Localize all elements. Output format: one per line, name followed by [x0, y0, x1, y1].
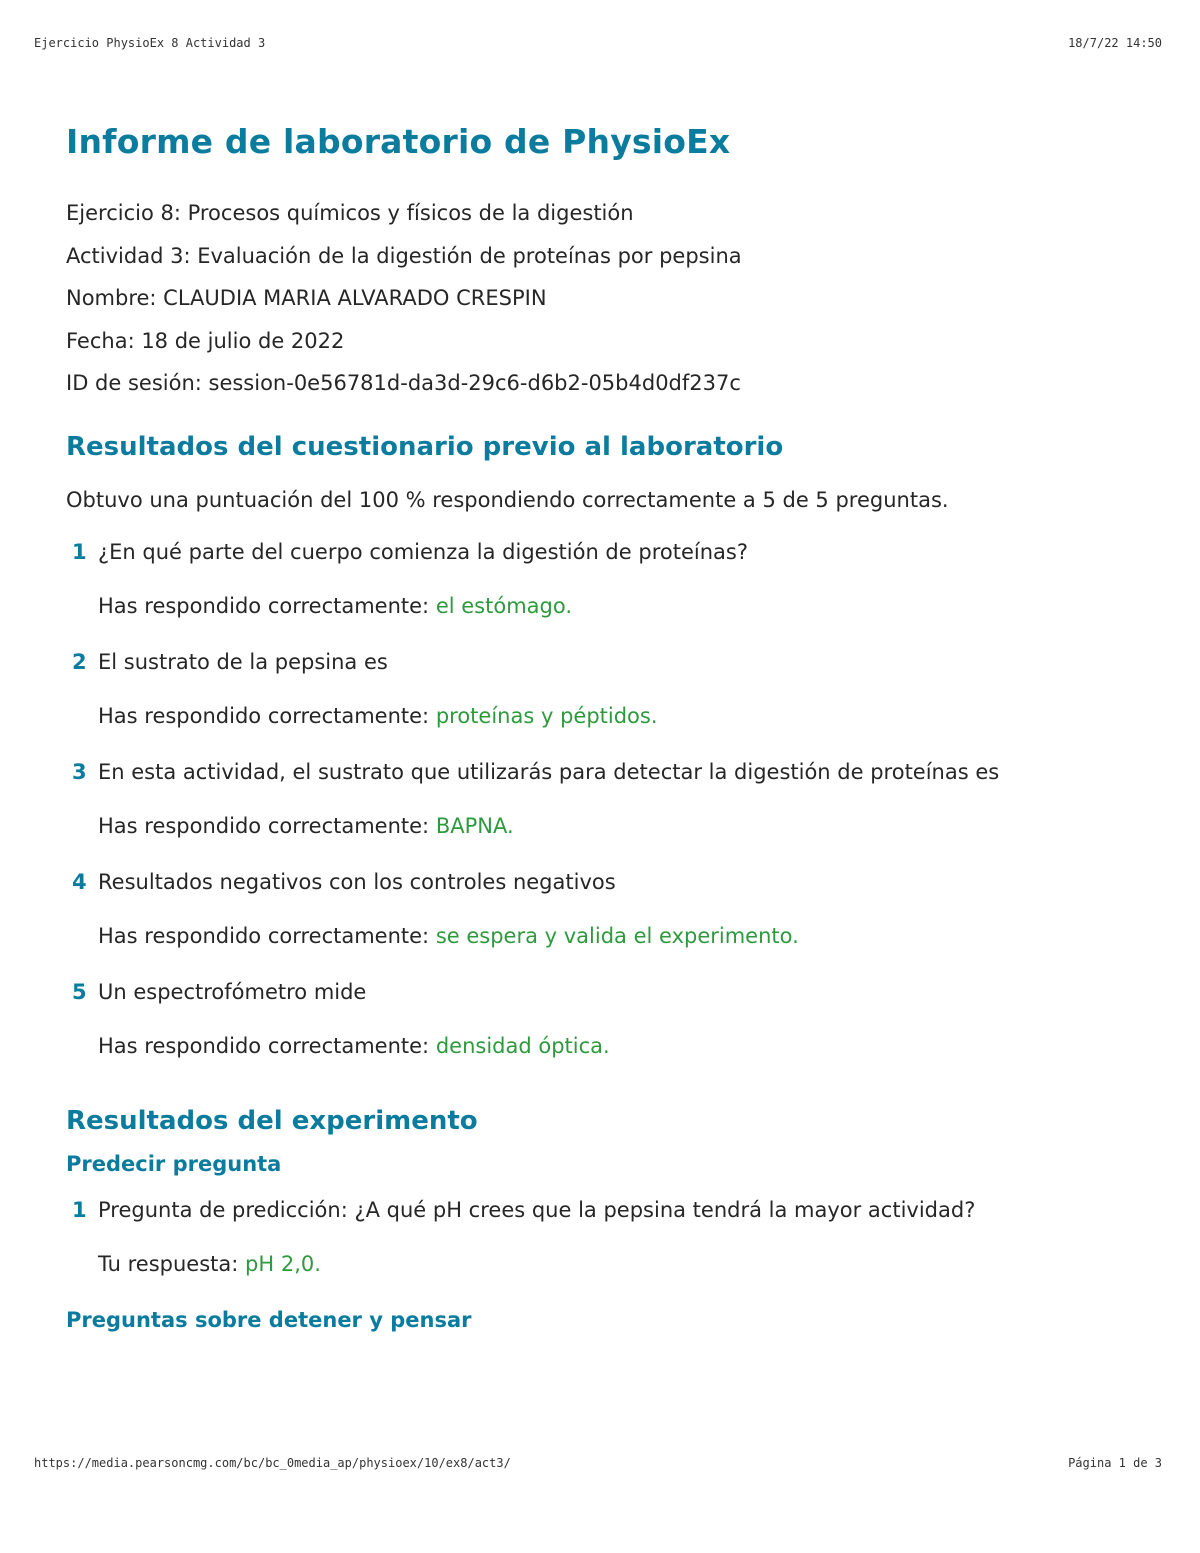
report-content	[66, 118, 1120, 1337]
answer-value: densidad óptica.	[435, 1033, 610, 1058]
page-title: Informe de laboratorio de PhysioEx	[66, 122, 731, 161]
print-header-datetime: 18/7/22 14:50	[1068, 36, 1162, 50]
question-text: Pregunta de predicción: ¿A qué pH crees que la pepsina tendrá la mayor actividad?	[98, 1197, 976, 1222]
student-name: Nombre: CLAUDIA MARIA ALVARADO CRESPIN	[66, 286, 547, 310]
print-footer-url: https://media.pearsoncmg.com/bc/bc_0media_ap/physioex/10/ex8/act3/	[34, 1456, 511, 1470]
print-header	[34, 36, 1162, 50]
activity-line: Actividad 3: Evaluación de la digestión de proteínas por pepsina	[66, 243, 742, 268]
question-number: 1	[72, 1197, 87, 1222]
question-answer	[98, 1247, 1120, 1281]
answer-value: se espera y valida el experimento.	[435, 923, 799, 948]
question-number: 3	[72, 759, 87, 784]
session-id: ID de sesión: session-0e56781d-da3d-29c6-d6b2-05b4d0df237c	[66, 371, 741, 395]
predict-question	[66, 1193, 1120, 1281]
question-number: 5	[72, 979, 87, 1004]
prelab-question	[66, 755, 1120, 843]
print-header-title: Ejercicio PhysioEx 8 Actividad 3	[34, 36, 266, 50]
stop-think-heading: Preguntas sobre detener y pensar	[66, 1307, 472, 1332]
prelab-question	[66, 865, 1120, 953]
answer-prefix: Has respondido correctamente:	[98, 923, 430, 948]
question-answer	[98, 809, 1120, 843]
question-number: 4	[72, 869, 87, 894]
experiment-heading: Resultados del experimento	[66, 1105, 478, 1136]
answer-prefix: Has respondido correctamente:	[98, 703, 430, 728]
question-text: Un espectrofómetro mide	[98, 979, 367, 1004]
question-text: Resultados negativos con los controles negativos	[98, 869, 616, 894]
prelab-question	[66, 975, 1120, 1063]
answer-prefix: Has respondido correctamente:	[98, 593, 430, 618]
prelab-question	[66, 535, 1120, 623]
question-answer	[98, 699, 1120, 733]
question-number: 2	[72, 649, 87, 674]
answer-prefix: Has respondido correctamente:	[98, 813, 430, 838]
answer-value: el estómago.	[435, 593, 573, 618]
answer-prefix: Tu respuesta:	[98, 1251, 239, 1276]
question-answer	[98, 589, 1120, 623]
exercise-line: Ejercicio 8: Procesos químicos y físicos de la digestión	[66, 201, 634, 225]
answer-value: pH 2,0.	[245, 1251, 321, 1276]
predict-heading: Predecir pregunta	[66, 1151, 282, 1176]
print-footer-page: Página 1 de 3	[1068, 1456, 1162, 1470]
question-number: 1	[72, 539, 87, 564]
question-text: En esta actividad, el sustrato que utilizarás para detectar la digestión de proteínas es	[98, 759, 1000, 784]
print-footer	[34, 1456, 1162, 1470]
prelab-question	[66, 645, 1120, 733]
question-text: El sustrato de la pepsina es	[98, 649, 388, 674]
answer-prefix: Has respondido correctamente:	[98, 1033, 430, 1058]
prelab-summary: Obtuvo una puntuación del 100 % respondiendo correctamente a 5 de 5 preguntas.	[66, 487, 949, 512]
question-answer	[98, 1029, 1120, 1063]
question-answer	[98, 919, 1120, 953]
answer-value: proteínas y péptidos.	[435, 703, 658, 728]
report-meta	[66, 192, 1120, 405]
question-text: ¿En qué parte del cuerpo comienza la digestión de proteínas?	[98, 539, 748, 564]
prelab-heading: Resultados del cuestionario previo al laboratorio	[66, 431, 784, 462]
answer-value: BAPNA.	[435, 813, 514, 838]
report-date: Fecha: 18 de julio de 2022	[66, 328, 345, 353]
